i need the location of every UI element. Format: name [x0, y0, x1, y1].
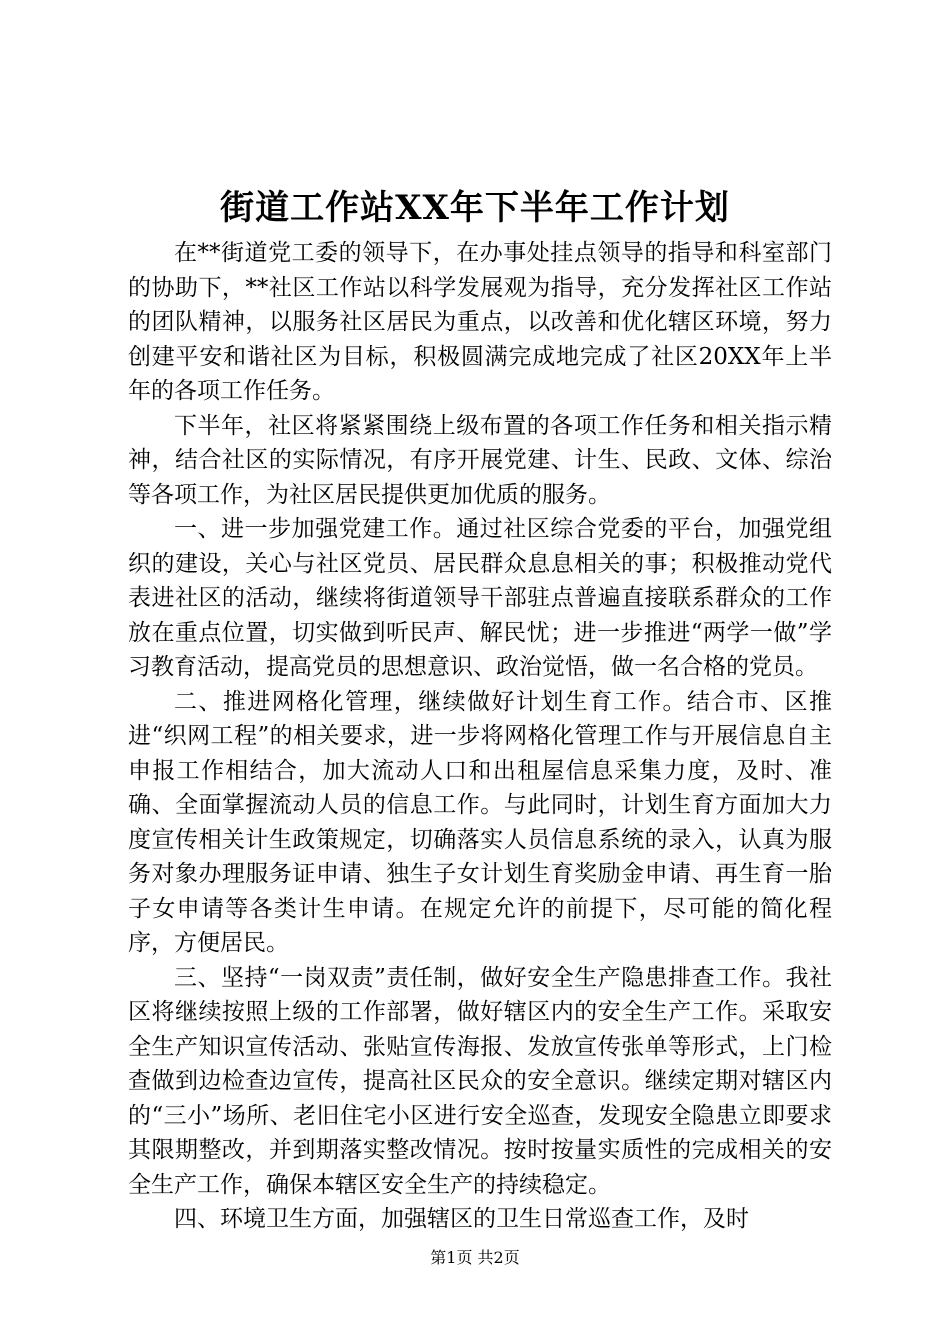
paragraph-intro: 在**街道党工委的领导下，在办事处挂点领导的指导和科室部门的协助下，**社区工作站以科学发展观为指导，充分发挥社区工作站的团队精神，以服务社区居民为重点，以改善和优化辖区环境，努力创建平安和谐社区为目标，积极圆满完成地完成了社区20XX年上半年的各项工作任务。 — [128, 240, 832, 404]
paragraph-second-half: 下半年，社区将紧紧围绕上级布置的各项工作任务和相关指示精神，结合社区的实际情况，有序开展党建、计生、民政、文体、综治等各项工作，为社区居民提供更加优质的服务。 — [128, 412, 832, 508]
paragraph-grid-management: 二、推进网格化管理，继续做好计划生育工作。结合市、区推进“织网工程”的相关要求，进一步将网格化管理工作与开展信息自主申报工作相结合，加大流动人口和出租屋信息采集力度，及时、准确、全面掌握流动人员的信息工作。与此同时，计划生育方面加大力度宣传相关计生政策规定，切确落实人员信息系统的录入，认真为服务对象办理服务证申请、独生子女计划生育奖励金申请、再生育一胎子女申请等各类计生申请。在规定允许的前提下，尽可能的简化程序，方便居民。 — [128, 688, 832, 956]
paragraph-party-building: 一、进一步加强党建工作。通过社区综合党委的平台，加强党组织的建设，关心与社区党员、居民群众息息相关的事；积极推动党代表进社区的活动，继续将街道领导干部驻点普遍直接联系群众的工作放在重点位置，切实做到听民声、解民忧；进一步推进“两学一做”学习教育活动，提高党员的思想意识、政治觉悟，做一名合格的党员。 — [128, 516, 832, 680]
page-number-footer: 第1页 共2页 — [430, 1248, 520, 1267]
paragraph-environment: 四、环境卫生方面，加强辖区的卫生日常巡查工作，及时 — [174, 1206, 749, 1232]
paragraph-safety-production: 三、坚持“一岗双责”责任制，做好安全生产隐患排查工作。我社区将继续按照上级的工作部署，做好辖区内的安全生产工作。采取安全生产知识宣传活动、张贴宣传海报、发放宣传张单等形式，上门检查做到边检查边宣传，提高社区民众的安全意识。继续定期对辖区内的“三小”场所、老旧住宅小区进行安全巡查，发现安全隐患立即要求其限期整改，并到期落实整改情况。按时按量实质性的完成相关的安全生产工作，确保本辖区安全生产的持续稳定。 — [128, 964, 832, 1198]
document-title: 街道工作站XX年下半年工作计划 — [220, 188, 730, 228]
document-body — [128, 236, 832, 1237]
